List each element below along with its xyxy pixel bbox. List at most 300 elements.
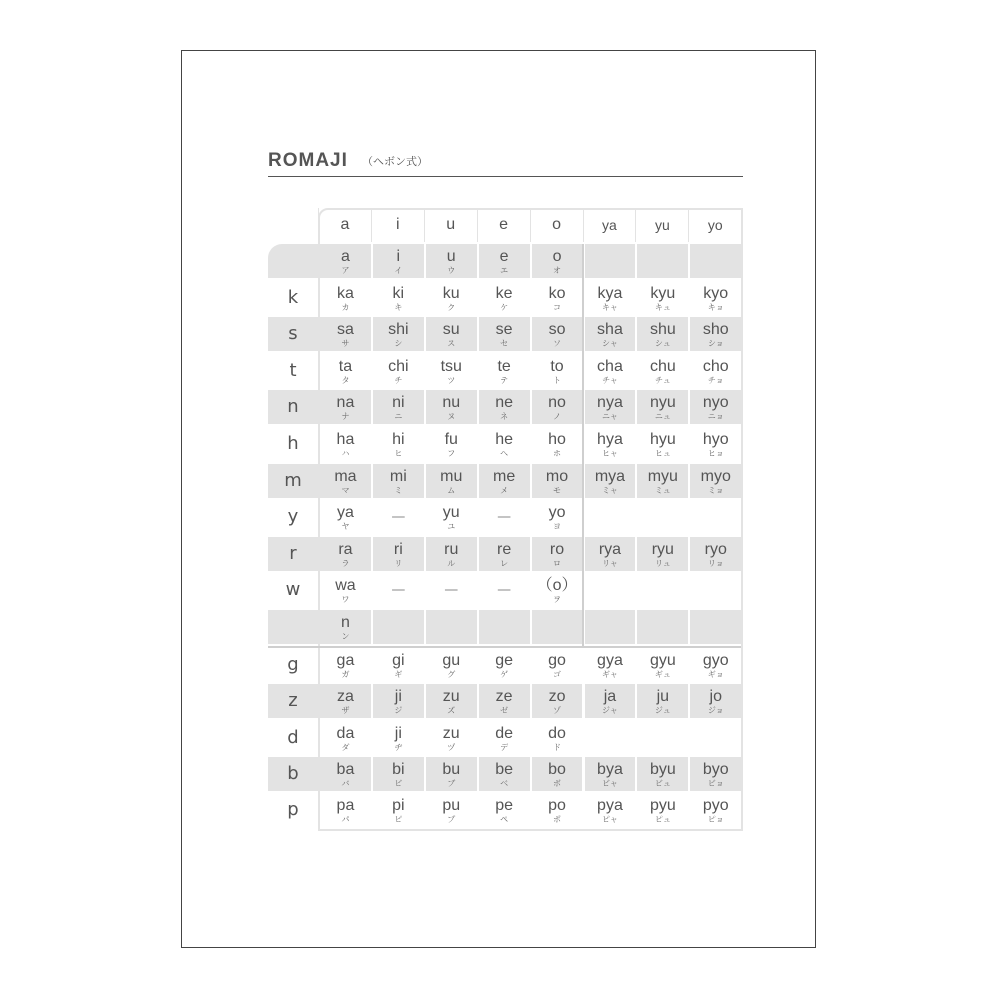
syllable-cell xyxy=(635,793,688,827)
romaji-text: ze xyxy=(495,688,513,705)
syllable-cell xyxy=(530,757,583,791)
katakana-text: ヒ xyxy=(394,449,403,458)
syllable-cell xyxy=(371,317,424,351)
katakana-text: セ xyxy=(500,339,509,348)
katakana-text: ル xyxy=(447,559,456,568)
romaji-text: ru xyxy=(444,541,459,558)
syllable-cell xyxy=(371,793,424,827)
syllable-cell xyxy=(318,281,371,315)
syllable-cell xyxy=(318,573,371,607)
heading xyxy=(268,148,743,177)
column-header: o xyxy=(530,208,583,242)
katakana-text: グ xyxy=(447,670,456,679)
romaji-text: zu xyxy=(442,725,460,742)
romaji-text: u xyxy=(446,248,456,265)
romaji-text: nya xyxy=(597,394,623,411)
syllable-cell xyxy=(530,500,583,534)
katakana-text: ロ xyxy=(553,559,562,568)
katakana-text: バ xyxy=(341,779,350,788)
katakana-text: ギョ xyxy=(707,670,724,679)
syllable-cell xyxy=(635,390,688,424)
katakana-text: ツ xyxy=(447,376,456,385)
katakana-text: ニャ xyxy=(601,412,618,421)
syllable-cell xyxy=(635,757,688,791)
romaji-text: shi xyxy=(388,321,409,338)
syllable-cell xyxy=(318,464,371,498)
syllable-cell xyxy=(318,684,371,718)
table-row xyxy=(268,573,743,607)
katakana-text: ビュ xyxy=(654,779,671,788)
katakana-text: レ xyxy=(500,559,509,568)
romaji-text: gu xyxy=(442,652,461,669)
syllable-cell xyxy=(635,427,688,461)
row-header: g xyxy=(268,648,318,682)
syllable-cell xyxy=(371,610,424,644)
katakana-text: ハ xyxy=(341,449,350,458)
katakana-text: ニ xyxy=(394,412,403,421)
katakana-text: ド xyxy=(553,743,562,752)
katakana-text: エ xyxy=(500,266,509,275)
katakana-text: ト xyxy=(553,376,562,385)
romaji-text: pya xyxy=(597,797,623,814)
katakana-text: ラ xyxy=(341,559,350,568)
row-header: k xyxy=(268,281,318,315)
empty-dash: — xyxy=(497,582,512,598)
katakana-text: ダ xyxy=(341,743,350,752)
katakana-text: パ xyxy=(341,815,350,824)
katakana-text: ブ xyxy=(447,779,456,788)
katakana-text: チョ xyxy=(707,376,724,385)
syllable-cell xyxy=(688,427,741,461)
romaji-text: su xyxy=(442,321,460,338)
empty-dash: — xyxy=(391,509,406,525)
syllable-cell xyxy=(318,721,371,755)
katakana-text: ペ xyxy=(500,815,509,824)
romaji-text: da xyxy=(336,725,355,742)
romaji-text: ryu xyxy=(651,541,674,558)
katakana-text: リュ xyxy=(654,559,671,568)
katakana-text: ヒャ xyxy=(601,449,618,458)
syllable-cell xyxy=(635,721,688,755)
katakana-text: ミュ xyxy=(654,486,671,495)
syllable-cell xyxy=(530,244,583,278)
table-row xyxy=(268,793,743,827)
katakana-text: オ xyxy=(553,266,562,275)
romaji-text: rya xyxy=(598,541,622,558)
romaji-text: ma xyxy=(334,468,357,485)
page-title: ROMAJI xyxy=(268,150,348,171)
katakana-text: モ xyxy=(553,486,562,495)
table-row xyxy=(268,757,743,791)
syllable-cell xyxy=(318,390,371,424)
romaji-text: tsu xyxy=(440,358,462,375)
katakana-text: ボ xyxy=(553,779,562,788)
syllable-cell xyxy=(583,793,636,827)
romaji-text: ju xyxy=(656,688,670,705)
katakana-text: ミャ xyxy=(602,486,618,495)
syllable-cell xyxy=(371,390,424,424)
katakana-text: ヒュ xyxy=(654,449,671,458)
row-header xyxy=(268,244,318,278)
katakana-text: イ xyxy=(394,266,403,275)
romaji-text: pe xyxy=(495,797,514,814)
syllable-cell xyxy=(635,464,688,498)
romaji-text: mi xyxy=(389,468,407,485)
katakana-text: ピ xyxy=(394,815,403,824)
romaji-text: gyu xyxy=(649,652,676,669)
romaji-text: byu xyxy=(649,761,676,778)
syllable-cell xyxy=(371,684,424,718)
romaji-text: bi xyxy=(392,761,405,778)
syllable-cell xyxy=(583,464,636,498)
syllable-cell xyxy=(583,721,636,755)
syllable-cell xyxy=(530,464,583,498)
katakana-text: キョ xyxy=(707,303,724,312)
syllable-cell xyxy=(318,757,371,791)
syllable-cell xyxy=(688,648,741,682)
syllable-cell xyxy=(477,354,530,388)
romaji-text: to xyxy=(550,358,564,375)
katakana-text: ピャ xyxy=(601,815,618,824)
katakana-text: シャ xyxy=(602,339,618,348)
romaji-text: kyo xyxy=(703,285,729,302)
katakana-text: デ xyxy=(500,743,509,752)
syllable-cell xyxy=(530,354,583,388)
syllable-cell xyxy=(635,573,688,607)
syllable-cell xyxy=(530,721,583,755)
romaji-text: mya xyxy=(594,468,626,485)
romaji-text: wa xyxy=(335,577,356,594)
section-divider xyxy=(268,646,741,648)
romaji-text: byo xyxy=(702,761,729,778)
syllable-cell xyxy=(583,757,636,791)
romaji-text: hya xyxy=(597,431,623,448)
romaji-text: myo xyxy=(700,468,731,485)
syllable-cell xyxy=(530,537,583,571)
katakana-text: ヌ xyxy=(447,412,456,421)
katakana-text: ン xyxy=(341,632,350,641)
syllable-cell xyxy=(530,317,583,351)
syllable-cell xyxy=(477,757,530,791)
katakana-text: ク xyxy=(447,303,456,312)
syllable-cell xyxy=(424,281,477,315)
katakana-text: ビャ xyxy=(601,779,618,788)
syllable-cell xyxy=(583,244,636,278)
syllable-cell xyxy=(318,793,371,827)
syllable-cell xyxy=(635,648,688,682)
katakana-text: ギャ xyxy=(601,670,618,679)
syllable-cell xyxy=(635,317,688,351)
syllable-cell xyxy=(424,610,477,644)
syllable-cell xyxy=(424,573,477,607)
syllable-cell xyxy=(371,648,424,682)
romaji-text: pu xyxy=(442,797,461,814)
katakana-text: カ xyxy=(341,303,350,312)
syllable-cell xyxy=(371,354,424,388)
column-header-row xyxy=(268,208,743,242)
romaji-text: po xyxy=(548,797,566,814)
katakana-text: ジ xyxy=(394,706,403,715)
romaji-text: zu xyxy=(442,688,460,705)
katakana-text: ゲ xyxy=(500,670,509,679)
katakana-text: チャ xyxy=(602,376,618,385)
romaji-text: na xyxy=(336,394,355,411)
romaji-text: go xyxy=(548,652,566,669)
syllable-cell xyxy=(530,390,583,424)
romaji-text: ga xyxy=(336,652,355,669)
row-header: r xyxy=(268,537,318,571)
row-header: m xyxy=(268,464,318,498)
katakana-text: ショ xyxy=(707,339,724,348)
katakana-text: ニョ xyxy=(707,412,724,421)
katakana-text: シ xyxy=(394,339,403,348)
syllable-cell xyxy=(371,427,424,461)
syllable-cell xyxy=(371,573,424,607)
romaji-text: bo xyxy=(548,761,566,778)
romaji-text: do xyxy=(548,725,566,742)
romaji-text: e xyxy=(499,248,509,265)
romaji-text: gi xyxy=(392,652,405,669)
column-header: u xyxy=(424,208,477,242)
table-row xyxy=(268,354,743,388)
romaji-text: pyo xyxy=(702,797,729,814)
katakana-text: シュ xyxy=(654,339,671,348)
syllable-cell xyxy=(477,244,530,278)
syllable-cell xyxy=(688,610,741,644)
romaji-text: ro xyxy=(549,541,565,558)
syllable-cell xyxy=(530,793,583,827)
katakana-text: ヒョ xyxy=(707,449,724,458)
empty-dash: — xyxy=(444,582,459,598)
table-row xyxy=(268,317,743,351)
katakana-text: ヘ xyxy=(500,449,509,458)
row-header: z xyxy=(268,684,318,718)
katakana-text: リャ xyxy=(602,559,618,568)
column-header: e xyxy=(477,208,530,242)
syllable-cell xyxy=(635,684,688,718)
katakana-text: ミ xyxy=(394,486,403,495)
syllable-cell xyxy=(477,610,530,644)
table-row xyxy=(268,610,743,644)
romaji-text: pi xyxy=(392,797,405,814)
romaji-text: ji xyxy=(394,688,402,705)
romaji-text: kyu xyxy=(650,285,676,302)
syllable-cell xyxy=(688,244,741,278)
syllable-cell xyxy=(583,648,636,682)
romaji-text: a xyxy=(340,248,350,265)
romaji-text: gya xyxy=(597,652,623,669)
romaji-text: hi xyxy=(392,431,405,448)
syllable-cell xyxy=(424,354,477,388)
romaji-text: ho xyxy=(548,431,566,448)
syllable-cell xyxy=(318,354,371,388)
romaji-text: ni xyxy=(392,394,405,411)
syllable-cell xyxy=(371,244,424,278)
katakana-text: ユ xyxy=(447,522,456,531)
empty-dash: — xyxy=(497,509,512,525)
romaji-text: chu xyxy=(649,358,676,375)
katakana-text: ギ xyxy=(394,670,403,679)
romaji-text: ne xyxy=(495,394,514,411)
syllable-cell xyxy=(477,537,530,571)
romaji-text: te xyxy=(497,358,511,375)
syllable-cell xyxy=(688,317,741,351)
syllable-cell xyxy=(424,317,477,351)
page-subtitle: （ヘボン式） xyxy=(362,155,428,168)
romaji-text: sho xyxy=(702,321,729,338)
romaji-text: bya xyxy=(597,761,623,778)
katakana-text: ザ xyxy=(341,706,350,715)
katakana-text: ポ xyxy=(553,815,562,824)
syllable-cell xyxy=(688,354,741,388)
syllable-cell xyxy=(530,427,583,461)
syllable-cell xyxy=(688,281,741,315)
table-row xyxy=(268,721,743,755)
romaji-text: kya xyxy=(597,285,623,302)
romaji-text: be xyxy=(495,761,514,778)
romaji-text: chi xyxy=(388,358,409,375)
syllable-cell xyxy=(635,354,688,388)
romaji-text: shu xyxy=(649,321,676,338)
row-header: w xyxy=(268,573,318,607)
syllable-cell xyxy=(318,244,371,278)
katakana-text: ゼ xyxy=(500,706,509,715)
syllable-cell xyxy=(477,281,530,315)
katakana-text: ソ xyxy=(553,339,562,348)
syllable-cell xyxy=(688,793,741,827)
romaji-text: cho xyxy=(702,358,729,375)
katakana-text: ヅ xyxy=(447,743,456,752)
syllable-cell xyxy=(371,464,424,498)
row-header: p xyxy=(268,793,318,827)
table-row xyxy=(268,464,743,498)
romaji-text: n xyxy=(340,614,350,631)
row-header: h xyxy=(268,427,318,461)
romaji-text: i xyxy=(396,248,401,265)
syllable-cell xyxy=(530,648,583,682)
romaji-text: ko xyxy=(548,285,566,302)
table-row xyxy=(268,684,743,718)
katakana-text: ピュ xyxy=(654,815,671,824)
katakana-text: テ xyxy=(500,376,509,385)
row-header: s xyxy=(268,317,318,351)
romaji-text: pyu xyxy=(649,797,676,814)
romaji-text: cha xyxy=(597,358,623,375)
katakana-text: キャ xyxy=(601,303,618,312)
romaji-text: zo xyxy=(548,688,566,705)
syllable-cell xyxy=(424,500,477,534)
syllable-cell xyxy=(688,537,741,571)
katakana-text: ノ xyxy=(553,412,562,421)
syllable-cell xyxy=(424,793,477,827)
romaji-text: yu xyxy=(442,504,460,521)
syllable-cell xyxy=(371,757,424,791)
syllable-cell xyxy=(477,721,530,755)
syllable-cell xyxy=(530,610,583,644)
syllable-cell xyxy=(371,721,424,755)
syllable-cell xyxy=(318,427,371,461)
romaji-text: nyu xyxy=(649,394,676,411)
syllable-cell xyxy=(583,610,636,644)
romaji-text: ke xyxy=(495,285,513,302)
syllable-cell xyxy=(635,244,688,278)
katakana-text: メ xyxy=(500,486,509,495)
romaji-text: he xyxy=(495,431,514,448)
syllable-cell xyxy=(477,684,530,718)
romaji-text: fu xyxy=(444,431,458,448)
katakana-text: ス xyxy=(447,339,456,348)
syllable-cell xyxy=(635,610,688,644)
katakana-text: ベ xyxy=(500,779,509,788)
syllable-cell xyxy=(688,573,741,607)
katakana-text: フ xyxy=(447,449,456,458)
syllable-cell xyxy=(477,317,530,351)
syllable-cell xyxy=(477,648,530,682)
katakana-text: ホ xyxy=(553,449,562,458)
syllable-cell xyxy=(635,500,688,534)
romaji-text: sa xyxy=(336,321,354,338)
katakana-text: ピョ xyxy=(707,815,724,824)
syllable-cell xyxy=(318,500,371,534)
syllable-cell xyxy=(424,390,477,424)
katakana-text: ガ xyxy=(341,670,350,679)
column-header: i xyxy=(371,208,424,242)
romaji-text: （o） xyxy=(536,577,578,594)
romaji-text: za xyxy=(336,688,354,705)
syllable-cell xyxy=(424,537,477,571)
katakana-text: チュ xyxy=(654,376,671,385)
syllable-cell xyxy=(583,537,636,571)
katakana-text: リョ xyxy=(707,559,724,568)
row-header: b xyxy=(268,757,318,791)
katakana-text: ヤ xyxy=(341,522,350,531)
katakana-text: リ xyxy=(394,559,403,568)
romaji-text: so xyxy=(548,321,566,338)
syllable-cell xyxy=(371,500,424,534)
romaji-text: ji xyxy=(394,725,402,742)
katakana-text: コ xyxy=(553,303,562,312)
romaji-text: myu xyxy=(647,468,678,485)
syllable-cell xyxy=(477,793,530,827)
syllable-cell xyxy=(530,573,583,607)
column-header: yu xyxy=(635,208,688,242)
romaji-text: o xyxy=(552,248,562,265)
table-row xyxy=(268,537,743,571)
syllable-cell xyxy=(424,464,477,498)
syllable-cell xyxy=(583,684,636,718)
romaji-text: ha xyxy=(336,431,355,448)
syllable-cell xyxy=(318,317,371,351)
katakana-text: ヨ xyxy=(553,522,562,531)
syllable-cell xyxy=(477,390,530,424)
syllable-cell xyxy=(424,684,477,718)
romaji-text: ki xyxy=(392,285,405,302)
syllable-cell xyxy=(371,537,424,571)
romaji-text: ku xyxy=(442,285,460,302)
katakana-text: タ xyxy=(341,376,350,385)
syllable-cell xyxy=(477,573,530,607)
romaji-text: nyo xyxy=(702,394,729,411)
syllable-cell xyxy=(318,610,371,644)
syllable-cell xyxy=(635,281,688,315)
row-header: y xyxy=(268,500,318,534)
romaji-text: jo xyxy=(709,688,722,705)
katakana-text: サ xyxy=(341,339,350,348)
katakana-text: ム xyxy=(447,486,456,495)
row-header: n xyxy=(268,390,318,424)
syllable-cell xyxy=(371,281,424,315)
romaji-text: mu xyxy=(440,468,463,485)
